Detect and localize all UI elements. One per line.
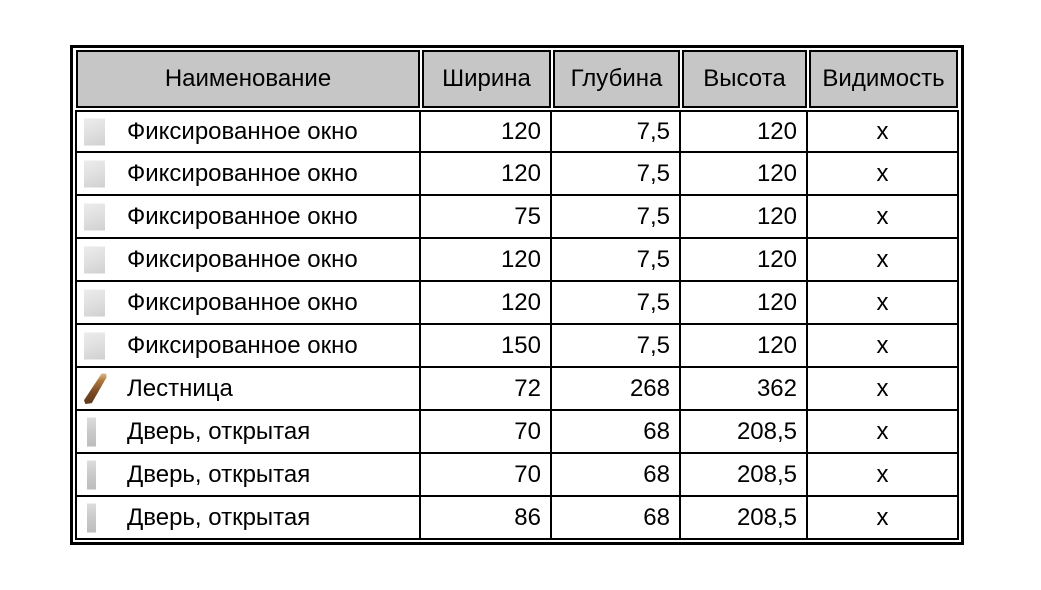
height-cell: 120 — [681, 110, 808, 153]
depth-cell: 68 — [552, 454, 681, 497]
height-cell: 208,5 — [681, 497, 808, 540]
name-cell — [75, 325, 421, 368]
element-name-label: Лестница — [127, 374, 233, 402]
width-cell: 72 — [421, 368, 552, 411]
name-cell — [75, 110, 421, 153]
table-row[interactable] — [75, 282, 959, 325]
element-name-label: Фиксированное окно — [127, 245, 358, 273]
visibility-cell: x — [808, 368, 959, 411]
window-icon — [84, 246, 105, 273]
door-icon — [87, 460, 96, 489]
depth-cell: 68 — [552, 497, 681, 540]
name-cell — [75, 368, 421, 411]
column-header-width[interactable]: Ширина — [422, 50, 551, 108]
depth-cell: 68 — [552, 411, 681, 454]
height-cell: 120 — [681, 239, 808, 282]
door-icon — [87, 503, 96, 532]
table-row[interactable] — [75, 368, 959, 411]
width-cell: 86 — [421, 497, 552, 540]
element-name-label: Фиксированное окно — [127, 331, 358, 359]
table-row[interactable] — [75, 196, 959, 239]
height-cell: 120 — [681, 282, 808, 325]
depth-cell: 7,5 — [552, 110, 681, 153]
column-header-depth[interactable]: Глубина — [553, 50, 680, 108]
width-cell: 70 — [421, 454, 552, 497]
width-cell: 120 — [421, 153, 552, 196]
height-cell: 120 — [681, 196, 808, 239]
window-icon — [84, 203, 105, 230]
depth-cell: 7,5 — [552, 282, 681, 325]
element-name-label: Фиксированное окно — [127, 202, 358, 230]
depth-cell: 7,5 — [552, 153, 681, 196]
depth-cell: 268 — [552, 368, 681, 411]
table-row[interactable] — [75, 110, 959, 153]
visibility-cell: x — [808, 110, 959, 153]
column-header-height[interactable]: Высота — [682, 50, 807, 108]
visibility-cell: x — [808, 411, 959, 454]
column-header-name[interactable]: Наименование — [76, 50, 420, 108]
name-cell — [75, 454, 421, 497]
width-cell: 120 — [421, 110, 552, 153]
name-cell — [75, 196, 421, 239]
visibility-cell: x — [808, 282, 959, 325]
window-icon — [84, 118, 105, 145]
element-name-label: Фиксированное окно — [127, 117, 358, 145]
table-row[interactable] — [75, 325, 959, 368]
depth-cell: 7,5 — [552, 325, 681, 368]
visibility-cell: x — [808, 196, 959, 239]
visibility-cell: x — [808, 497, 959, 540]
window-icon — [84, 160, 105, 187]
name-cell — [75, 282, 421, 325]
element-name-label: Дверь, открытая — [127, 503, 311, 531]
table-row[interactable] — [75, 153, 959, 196]
table-body — [75, 110, 959, 540]
width-cell: 70 — [421, 411, 552, 454]
visibility-cell: x — [808, 239, 959, 282]
table-row[interactable] — [75, 454, 959, 497]
height-cell: 208,5 — [681, 411, 808, 454]
window-icon — [84, 332, 105, 359]
window-icon — [84, 289, 105, 316]
table-row[interactable] — [75, 497, 959, 540]
visibility-cell: x — [808, 454, 959, 497]
element-name-label: Фиксированное окно — [127, 159, 358, 187]
table-row[interactable] — [75, 239, 959, 282]
height-cell: 120 — [681, 325, 808, 368]
name-cell — [75, 497, 421, 540]
name-cell — [75, 411, 421, 454]
door-icon — [87, 417, 96, 446]
visibility-cell: x — [808, 325, 959, 368]
width-cell: 120 — [421, 282, 552, 325]
width-cell: 75 — [421, 196, 552, 239]
name-cell — [75, 239, 421, 282]
element-name-label: Фиксированное окно — [127, 288, 358, 316]
visibility-cell: x — [808, 153, 959, 196]
table-row[interactable] — [75, 411, 959, 454]
width-cell: 120 — [421, 239, 552, 282]
element-name-label: Дверь, открытая — [127, 460, 311, 488]
depth-cell: 7,5 — [552, 239, 681, 282]
column-header-visibility[interactable]: Видимость — [809, 50, 958, 108]
height-cell: 362 — [681, 368, 808, 411]
depth-cell: 7,5 — [552, 196, 681, 239]
height-cell: 208,5 — [681, 454, 808, 497]
stairs-icon — [84, 373, 107, 404]
table-header-row — [75, 50, 959, 108]
name-cell — [75, 153, 421, 196]
element-name-label: Дверь, открытая — [127, 417, 311, 445]
height-cell: 120 — [681, 153, 808, 196]
schedule-table — [70, 45, 964, 545]
width-cell: 150 — [421, 325, 552, 368]
